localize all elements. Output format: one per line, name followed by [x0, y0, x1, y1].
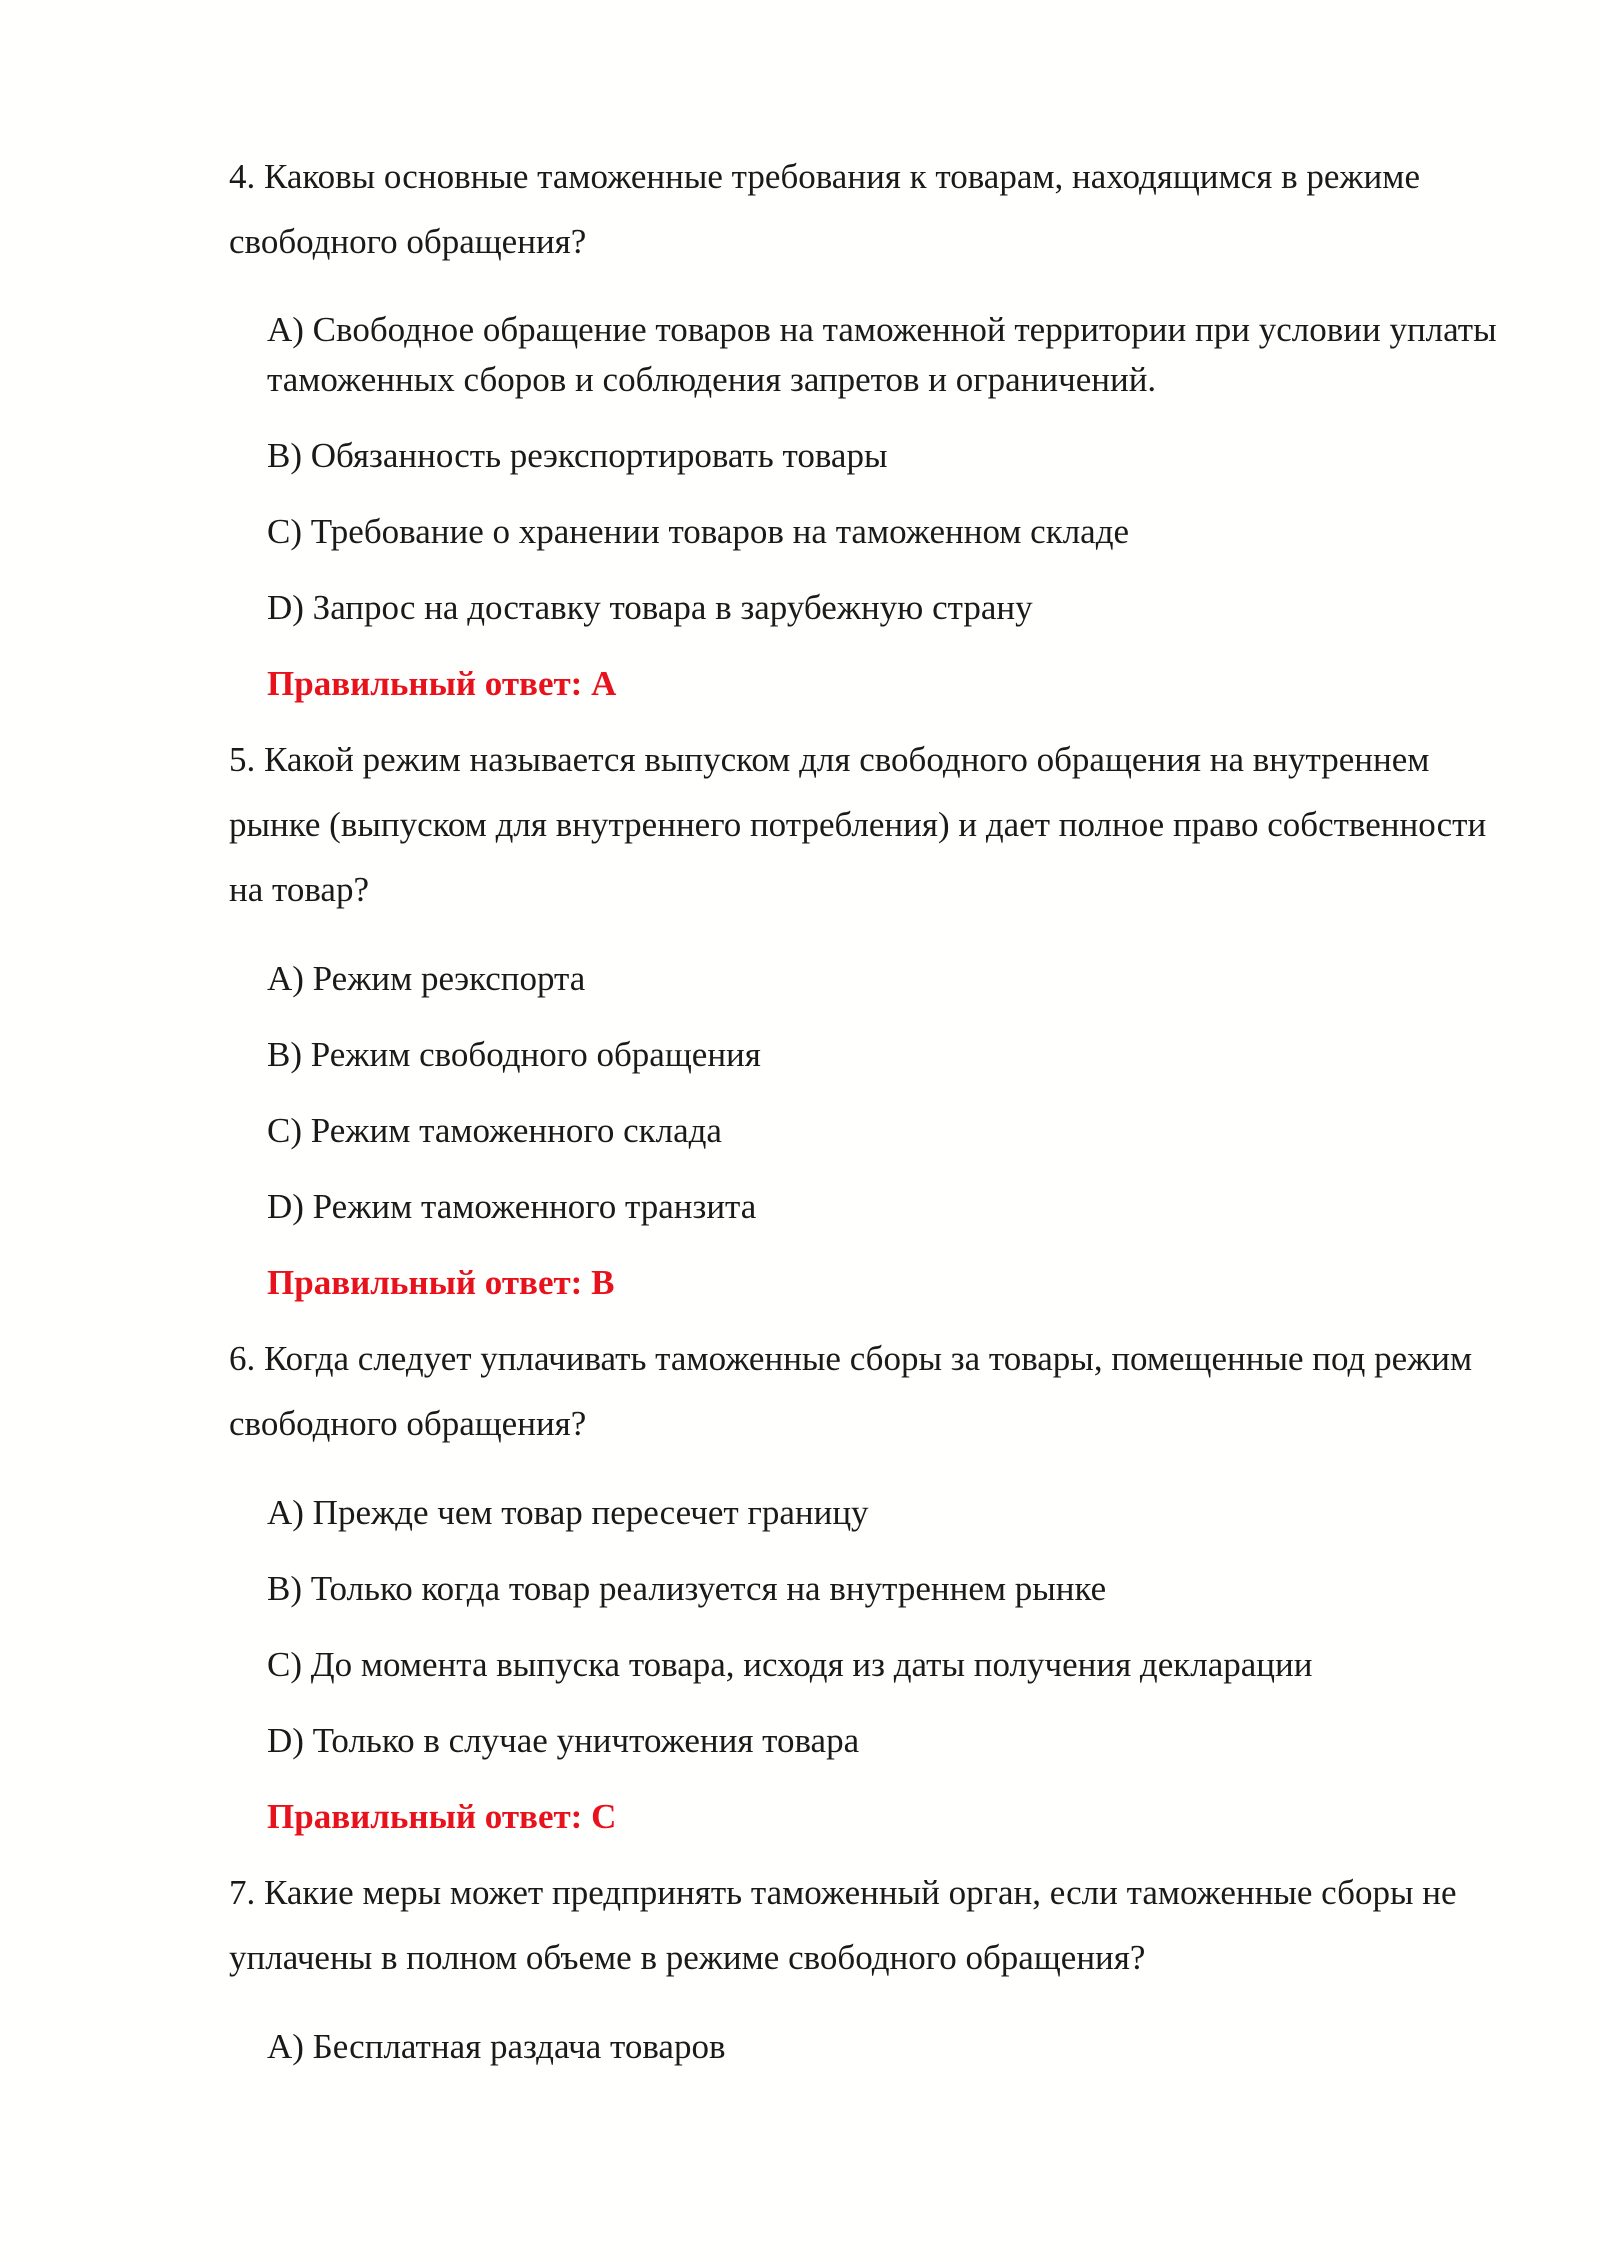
option-item: B) Режим свободного обращения	[267, 1035, 761, 1074]
option-item: A) Прежде чем товар пересечет границу	[267, 1493, 869, 1532]
correct-answer: Правильный ответ: A	[267, 664, 617, 703]
question-text: 4. Каковы основные таможенные требования к товарам, находящимся в режиме свободного обращения?	[229, 157, 1420, 261]
option-item: D) Запрос на доставку товара в зарубежную страну	[267, 588, 1033, 627]
option-item: C) Режим таможенного склада	[267, 1111, 722, 1150]
option-item: C) Требование о хранении товаров на таможенном складе	[267, 512, 1130, 551]
option-item: D) Только в случае уничтожения товара	[267, 1721, 860, 1760]
option-item: A) Бесплатная раздача товаров	[267, 2027, 726, 2066]
option-item: A) Свободное обращение товаров на таможенной территории при условии уплаты таможенных сборов и соблюдения запретов и ограничений.	[267, 310, 1497, 399]
option-item: A) Режим реэкспорта	[267, 959, 586, 998]
option-item: B) Обязанность реэкспортировать товары	[267, 436, 888, 475]
question-text: 5. Какой режим называется выпуском для свободного обращения на внутреннем рынке (выпуском для внутреннего потребления) и дает полное право собственности на товар?	[229, 740, 1487, 909]
option-item: B) Только когда товар реализуется на внутреннем рынке	[267, 1569, 1107, 1608]
option-item: C) До момента выпуска товара, исходя из даты получения декларации	[267, 1645, 1313, 1684]
correct-answer: Правильный ответ: B	[267, 1263, 615, 1302]
option-item: D) Режим таможенного транзита	[267, 1187, 757, 1226]
question-text: 7. Какие меры может предпринять таможенный орган, если таможенные сборы не уплачены в полном объеме в режиме свободного обращения?	[229, 1873, 1457, 1977]
correct-answer: Правильный ответ: C	[267, 1797, 617, 1836]
question-text: 6. Когда следует уплачивать таможенные сборы за товары, помещенные под режим свободного обращения?	[229, 1339, 1473, 1443]
